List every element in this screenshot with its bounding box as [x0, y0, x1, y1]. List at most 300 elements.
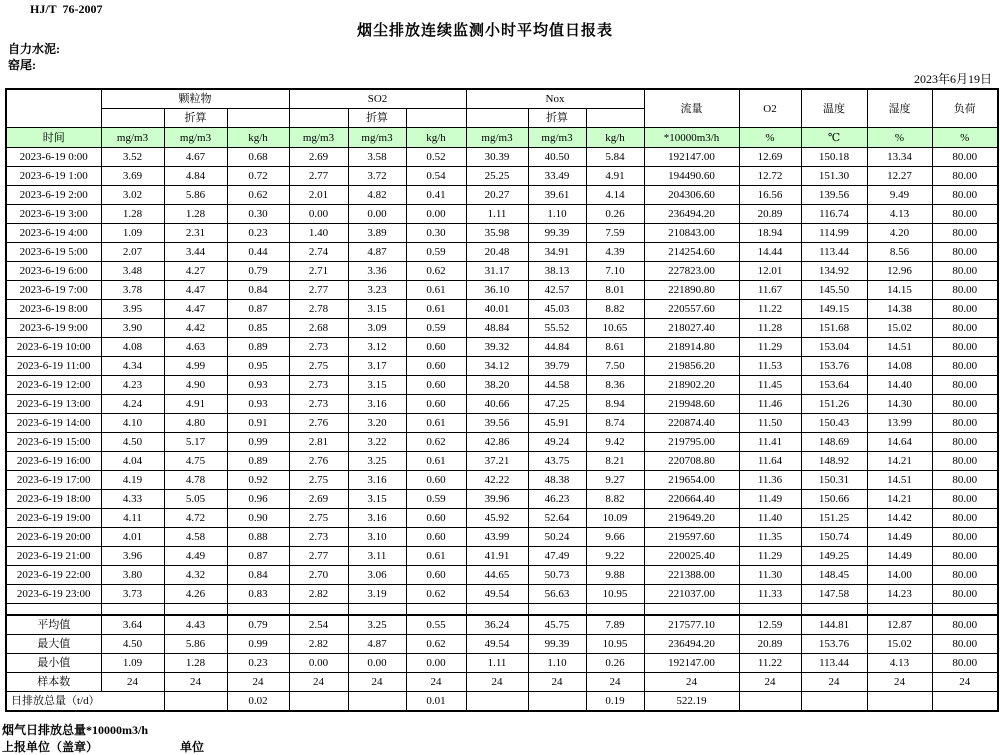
value-cell: 47.49	[528, 547, 586, 566]
value-cell: 8.21	[586, 452, 644, 471]
value-cell: 49.24	[528, 433, 586, 452]
time-header-spacer	[6, 89, 101, 128]
summary-value-cell	[528, 692, 586, 712]
summary-value-cell: 49.54	[466, 635, 528, 654]
group-so2-header: SO2	[289, 89, 466, 109]
summary-row	[6, 615, 998, 635]
table-row	[6, 452, 998, 471]
summary-row	[6, 673, 998, 692]
value-cell: 0.95	[227, 357, 289, 376]
value-cell: 48.38	[528, 471, 586, 490]
value-cell: 150.31	[801, 471, 867, 490]
value-cell: 43.99	[466, 528, 528, 547]
summary-value-cell: 0.26	[586, 654, 644, 673]
value-cell: 219654.00	[644, 471, 739, 490]
value-cell: 80.00	[932, 509, 998, 528]
value-cell: 80.00	[932, 566, 998, 585]
unit-cell: mg/m3	[101, 128, 164, 148]
value-cell: 10.09	[586, 509, 644, 528]
summary-value-cell	[801, 692, 867, 712]
value-cell: 56.63	[528, 585, 586, 604]
time-cell: 2023-6-19 19:00	[6, 509, 101, 528]
value-cell: 0.62	[406, 585, 466, 604]
value-cell: 3.20	[348, 414, 406, 433]
value-cell: 1.09	[101, 224, 164, 243]
summary-value-cell: 24	[289, 673, 348, 692]
value-cell: 7.59	[586, 224, 644, 243]
table-row	[6, 585, 998, 604]
time-cell: 2023-6-19 15:00	[6, 433, 101, 452]
value-cell: 151.68	[801, 319, 867, 338]
time-cell: 2023-6-19 22:00	[6, 566, 101, 585]
value-cell: 0.89	[227, 338, 289, 357]
value-cell: 9.27	[586, 471, 644, 490]
summary-value-cell: 0.19	[586, 692, 644, 712]
value-cell: 3.22	[348, 433, 406, 452]
value-cell: 16.56	[739, 186, 801, 205]
value-cell: 4.90	[164, 376, 227, 395]
spacer-cell	[101, 604, 164, 616]
summary-value-cell: 153.76	[801, 635, 867, 654]
value-cell: 4.27	[164, 262, 227, 281]
group-nox-header: Nox	[466, 89, 644, 109]
value-cell: 3.15	[348, 376, 406, 395]
standard-code: HJ/T 76-2007	[30, 2, 103, 16]
summary-value-cell: 24	[739, 673, 801, 692]
value-cell: 20.27	[466, 186, 528, 205]
page-title: 烟尘排放连续监测小时平均值日报表	[356, 23, 613, 39]
value-cell: 4.23	[101, 376, 164, 395]
value-cell: 227823.00	[644, 262, 739, 281]
time-cell: 2023-6-19 17:00	[6, 471, 101, 490]
value-cell: 4.11	[101, 509, 164, 528]
value-cell: 12.96	[867, 262, 932, 281]
value-cell: 0.91	[227, 414, 289, 433]
value-cell: 2.78	[289, 300, 348, 319]
value-cell: 14.08	[867, 357, 932, 376]
value-cell: 2.31	[164, 224, 227, 243]
value-cell: 39.61	[528, 186, 586, 205]
value-cell: 0.79	[227, 262, 289, 281]
value-cell: 5.17	[164, 433, 227, 452]
summary-value-cell: 0.00	[348, 654, 406, 673]
value-cell: 148.69	[801, 433, 867, 452]
value-cell: 221037.00	[644, 585, 739, 604]
value-cell: 0.61	[406, 452, 466, 471]
summary-value-cell	[164, 692, 227, 712]
summary-label: 最小值	[6, 654, 101, 673]
flue-gas-total-label: 烟气日排放总量*10000m3/h	[2, 723, 149, 737]
value-cell: 0.88	[227, 528, 289, 547]
value-cell: 45.92	[466, 509, 528, 528]
value-cell: 4.80	[164, 414, 227, 433]
value-cell: 3.72	[348, 167, 406, 186]
value-cell: 14.42	[867, 509, 932, 528]
value-cell: 4.49	[164, 547, 227, 566]
value-cell: 80.00	[932, 319, 998, 338]
value-cell: 148.92	[801, 452, 867, 471]
summary-value-cell	[466, 692, 528, 712]
summary-value-cell: 80.00	[932, 654, 998, 673]
unit-cell: *10000m3/h	[644, 128, 739, 148]
value-cell: 30.39	[466, 148, 528, 167]
value-cell: 14.64	[867, 433, 932, 452]
summary-value-cell: 24	[586, 673, 644, 692]
subheader-cell	[227, 109, 289, 128]
value-cell: 45.03	[528, 300, 586, 319]
value-cell: 7.10	[586, 262, 644, 281]
value-cell: 12.72	[739, 167, 801, 186]
value-cell: 43.75	[528, 452, 586, 471]
subheader-cell	[466, 109, 528, 128]
subheader-cell	[289, 109, 348, 128]
spacer-cell	[289, 604, 348, 616]
summary-value-cell: 2.54	[289, 615, 348, 635]
value-cell: 0.61	[406, 414, 466, 433]
value-cell: 218902.20	[644, 376, 739, 395]
value-cell: 2.77	[289, 547, 348, 566]
value-cell: 4.75	[164, 452, 227, 471]
value-cell: 0.89	[227, 452, 289, 471]
value-cell: 220664.40	[644, 490, 739, 509]
summary-value-cell: 0.02	[227, 692, 289, 712]
value-cell: 8.61	[586, 338, 644, 357]
nox-converted-header: 折算	[528, 109, 586, 128]
temp-header: 温度	[801, 89, 867, 128]
value-cell: 4.72	[164, 509, 227, 528]
value-cell: 4.58	[164, 528, 227, 547]
table-row	[6, 205, 998, 224]
group-pm-header: 颗粒物	[101, 89, 289, 109]
subheader-cell	[586, 109, 644, 128]
summary-value-cell: 522.19	[644, 692, 739, 712]
value-cell: 3.11	[348, 547, 406, 566]
value-cell: 0.54	[406, 167, 466, 186]
value-cell: 0.87	[227, 547, 289, 566]
summary-value-cell: 0.23	[227, 654, 289, 673]
value-cell: 4.82	[348, 186, 406, 205]
subheader-cell	[406, 109, 466, 128]
value-cell: 221890.80	[644, 281, 739, 300]
value-cell: 0.61	[406, 281, 466, 300]
value-cell: 0.83	[227, 585, 289, 604]
value-cell: 3.48	[101, 262, 164, 281]
time-cell: 2023-6-19 6:00	[6, 262, 101, 281]
value-cell: 11.46	[739, 395, 801, 414]
summary-value-cell: 5.86	[164, 635, 227, 654]
value-cell: 2.69	[289, 490, 348, 509]
summary-value-cell: 15.02	[867, 635, 932, 654]
value-cell: 3.58	[348, 148, 406, 167]
value-cell: 49.54	[466, 585, 528, 604]
summary-value-cell: 10.95	[586, 635, 644, 654]
value-cell: 4.84	[164, 167, 227, 186]
value-cell: 35.98	[466, 224, 528, 243]
summary-value-cell: 24	[101, 673, 164, 692]
value-cell: 4.20	[867, 224, 932, 243]
value-cell: 8.56	[867, 243, 932, 262]
value-cell: 48.84	[466, 319, 528, 338]
summary-value-cell: 4.43	[164, 615, 227, 635]
value-cell: 0.87	[227, 300, 289, 319]
value-cell: 0.00	[289, 205, 348, 224]
table-row	[6, 300, 998, 319]
summary-value-cell: 12.87	[867, 615, 932, 635]
value-cell: 0.30	[406, 224, 466, 243]
value-cell: 0.61	[406, 300, 466, 319]
value-cell: 52.64	[528, 509, 586, 528]
summary-label: 最大值	[6, 635, 101, 654]
flow-header: 流量	[644, 89, 739, 128]
value-cell: 45.91	[528, 414, 586, 433]
value-cell: 0.26	[586, 205, 644, 224]
value-cell: 0.62	[406, 433, 466, 452]
summary-value-cell: 113.44	[801, 654, 867, 673]
spacer-cell	[739, 604, 801, 616]
value-cell: 8.36	[586, 376, 644, 395]
value-cell: 11.22	[739, 300, 801, 319]
value-cell: 153.76	[801, 357, 867, 376]
summary-value-cell: 236494.20	[644, 635, 739, 654]
time-cell: 2023-6-19 11:00	[6, 357, 101, 376]
summary-value-cell: 1.28	[164, 654, 227, 673]
value-cell: 3.10	[348, 528, 406, 547]
time-cell: 2023-6-19 3:00	[6, 205, 101, 224]
value-cell: 14.15	[867, 281, 932, 300]
value-cell: 4.67	[164, 148, 227, 167]
value-cell: 14.38	[867, 300, 932, 319]
value-cell: 2.07	[101, 243, 164, 262]
value-cell: 39.32	[466, 338, 528, 357]
summary-value-cell: 24	[867, 673, 932, 692]
value-cell: 80.00	[932, 281, 998, 300]
value-cell: 14.49	[867, 547, 932, 566]
value-cell: 2.75	[289, 509, 348, 528]
value-cell: 5.05	[164, 490, 227, 509]
table-row	[6, 566, 998, 585]
so2-converted-header: 折算	[348, 109, 406, 128]
value-cell: 80.00	[932, 414, 998, 433]
value-cell: 11.28	[739, 319, 801, 338]
group-header-row	[6, 89, 998, 109]
unit-cell: mg/m3	[528, 128, 586, 148]
time-cell: 2023-6-19 21:00	[6, 547, 101, 566]
value-cell: 2.73	[289, 528, 348, 547]
summary-value-cell: 0.62	[406, 635, 466, 654]
summary-value-cell: 24	[406, 673, 466, 692]
value-cell: 4.10	[101, 414, 164, 433]
value-cell: 11.45	[739, 376, 801, 395]
value-cell: 11.40	[739, 509, 801, 528]
value-cell: 3.23	[348, 281, 406, 300]
unit-label: 单位	[180, 740, 205, 754]
value-cell: 2.01	[289, 186, 348, 205]
reporting-unit-label: 上报单位（盖章）	[2, 740, 99, 754]
value-cell: 4.63	[164, 338, 227, 357]
value-cell: 40.50	[528, 148, 586, 167]
summary-value-cell: 0.55	[406, 615, 466, 635]
summary-value-cell: 20.89	[739, 635, 801, 654]
spacer-cell	[466, 604, 528, 616]
value-cell: 14.21	[867, 490, 932, 509]
value-cell: 0.60	[406, 338, 466, 357]
time-header: 时间	[6, 128, 101, 148]
summary-value-cell: 80.00	[932, 615, 998, 635]
value-cell: 80.00	[932, 357, 998, 376]
value-cell: 14.21	[867, 452, 932, 471]
value-cell: 0.30	[227, 205, 289, 224]
value-cell: 0.84	[227, 566, 289, 585]
value-cell: 47.25	[528, 395, 586, 414]
summary-row	[6, 692, 998, 712]
value-cell: 0.52	[406, 148, 466, 167]
time-cell: 2023-6-19 7:00	[6, 281, 101, 300]
unit-cell: ℃	[801, 128, 867, 148]
summary-value-cell	[739, 692, 801, 712]
value-cell: 1.10	[528, 205, 586, 224]
value-cell: 219856.20	[644, 357, 739, 376]
value-cell: 50.24	[528, 528, 586, 547]
summary-value-cell: 24	[932, 673, 998, 692]
value-cell: 2.71	[289, 262, 348, 281]
value-cell: 40.66	[466, 395, 528, 414]
summary-value-cell: 24	[466, 673, 528, 692]
value-cell: 12.27	[867, 167, 932, 186]
unit-cell: mg/m3	[289, 128, 348, 148]
value-cell: 3.16	[348, 471, 406, 490]
value-cell: 3.95	[101, 300, 164, 319]
summary-value-cell: 0.99	[227, 635, 289, 654]
table-row	[6, 395, 998, 414]
time-cell: 2023-6-19 2:00	[6, 186, 101, 205]
value-cell: 80.00	[932, 224, 998, 243]
value-cell: 4.32	[164, 566, 227, 585]
value-cell: 50.73	[528, 566, 586, 585]
value-cell: 11.30	[739, 566, 801, 585]
value-cell: 3.25	[348, 452, 406, 471]
value-cell: 4.04	[101, 452, 164, 471]
value-cell: 149.15	[801, 300, 867, 319]
value-cell: 0.59	[406, 243, 466, 262]
table-row	[6, 148, 998, 167]
summary-label: 样本数	[6, 673, 101, 692]
table-body	[6, 148, 998, 712]
table-row	[6, 490, 998, 509]
value-cell: 44.84	[528, 338, 586, 357]
value-cell: 2.81	[289, 433, 348, 452]
time-cell: 2023-6-19 8:00	[6, 300, 101, 319]
table-row	[6, 167, 998, 186]
value-cell: 2.68	[289, 319, 348, 338]
value-cell: 214254.60	[644, 243, 739, 262]
value-cell: 9.66	[586, 528, 644, 547]
value-cell: 46.23	[528, 490, 586, 509]
value-cell: 10.95	[586, 585, 644, 604]
summary-value-cell	[289, 692, 348, 712]
value-cell: 4.24	[101, 395, 164, 414]
value-cell: 8.82	[586, 300, 644, 319]
value-cell: 14.44	[739, 243, 801, 262]
value-cell: 1.40	[289, 224, 348, 243]
value-cell: 151.30	[801, 167, 867, 186]
summary-value-cell	[867, 692, 932, 712]
value-cell: 11.53	[739, 357, 801, 376]
spacer-cell	[801, 604, 867, 616]
value-cell: 4.39	[586, 243, 644, 262]
value-cell: 11.67	[739, 281, 801, 300]
value-cell: 0.60	[406, 357, 466, 376]
value-cell: 114.99	[801, 224, 867, 243]
summary-label: 日排放总量（t/d）	[6, 692, 164, 712]
value-cell: 11.41	[739, 433, 801, 452]
value-cell: 20.48	[466, 243, 528, 262]
value-cell: 9.42	[586, 433, 644, 452]
value-cell: 113.44	[801, 243, 867, 262]
value-cell: 5.86	[164, 186, 227, 205]
value-cell: 0.60	[406, 566, 466, 585]
humidity-header: 湿度	[867, 89, 932, 128]
time-cell: 2023-6-19 14:00	[6, 414, 101, 433]
value-cell: 80.00	[932, 585, 998, 604]
summary-value-cell: 4.13	[867, 654, 932, 673]
value-cell: 11.36	[739, 471, 801, 490]
value-cell: 11.29	[739, 338, 801, 357]
value-cell: 4.99	[164, 357, 227, 376]
unit-cell: kg/h	[406, 128, 466, 148]
table-row	[6, 338, 998, 357]
value-cell: 0.85	[227, 319, 289, 338]
time-cell: 2023-6-19 12:00	[6, 376, 101, 395]
spacer-cell	[867, 604, 932, 616]
value-cell: 0.60	[406, 376, 466, 395]
value-cell: 219649.20	[644, 509, 739, 528]
value-cell: 2.82	[289, 585, 348, 604]
table-row	[6, 471, 998, 490]
value-cell: 2.75	[289, 471, 348, 490]
value-cell: 1.28	[164, 205, 227, 224]
value-cell: 4.14	[586, 186, 644, 205]
value-cell: 0.59	[406, 490, 466, 509]
summary-value-cell: 2.82	[289, 635, 348, 654]
summary-value-cell: 24	[227, 673, 289, 692]
spacer-cell	[528, 604, 586, 616]
value-cell: 40.01	[466, 300, 528, 319]
time-cell: 2023-6-19 16:00	[6, 452, 101, 471]
value-cell: 3.44	[164, 243, 227, 262]
value-cell: 80.00	[932, 452, 998, 471]
value-cell: 219597.60	[644, 528, 739, 547]
report-date: 2023年6月19日	[913, 72, 992, 86]
value-cell: 44.65	[466, 566, 528, 585]
summary-value-cell: 11.22	[739, 654, 801, 673]
table-row	[6, 509, 998, 528]
value-cell: 147.58	[801, 585, 867, 604]
subheader-cell	[101, 109, 164, 128]
time-cell: 2023-6-19 4:00	[6, 224, 101, 243]
value-cell: 0.23	[227, 224, 289, 243]
unit-cell: mg/m3	[348, 128, 406, 148]
value-cell: 0.60	[406, 528, 466, 547]
value-cell: 0.99	[227, 433, 289, 452]
value-cell: 150.18	[801, 148, 867, 167]
value-cell: 0.93	[227, 395, 289, 414]
value-cell: 3.89	[348, 224, 406, 243]
spacer-cell	[164, 604, 227, 616]
value-cell: 116.74	[801, 205, 867, 224]
value-cell: 219948.60	[644, 395, 739, 414]
value-cell: 4.42	[164, 319, 227, 338]
table-row	[6, 281, 998, 300]
